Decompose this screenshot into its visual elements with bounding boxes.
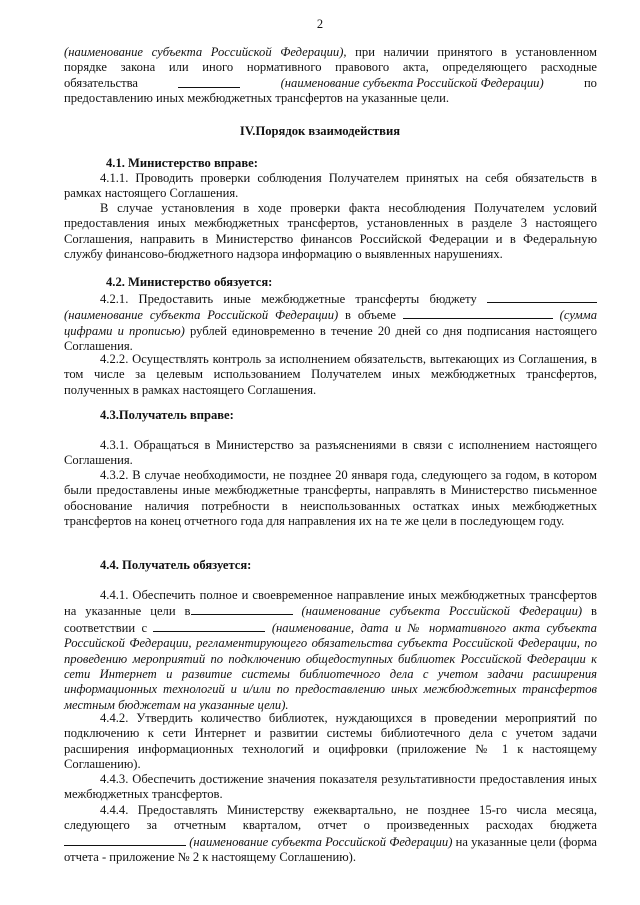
blank-field <box>487 291 597 303</box>
section-4-2-title: 4.2. Министерство обязуется: <box>106 275 273 289</box>
intro-line-4: предоставлению иных межбюджетных трансфертов на указанные цели. <box>64 91 450 106</box>
section-4-1-title: 4.1. Министерство вправе: <box>106 156 258 170</box>
intro-paragraph: (наименование субъекта Российской Федерации), при наличии принятого в установленном порядке закона или иного нормативного правового акта, определяющего расходные обязательства (наименование субъекта Российской Федерации) по предоставлению иных межбюджетных трансфертов на указанные цели. <box>64 45 597 106</box>
blank-field <box>64 834 186 846</box>
para-4-3-1: 4.3.1. Обращаться в Министерство за разъяснениями в связи с исполнением настоящего Соглашения. <box>64 438 597 468</box>
para-4-4-2: 4.4.2. Утвердить количество библиотек, нуждающихся в проведении мероприятий по подключению к сети Интернет и развитии системы библиотечного дела с учетом задачи расширения информационных технологий и оцифровки (приложение № 1 к настоящему Соглашению). <box>64 711 597 772</box>
section-4-4-title: 4.4. Получатель обязуется: <box>100 558 252 572</box>
para-4-2-1: 4.2.1. Предоставить иные межбюджетные трансферты бюджету (наименование субъекта Российской Федерации) в объеме (сумма цифрами и прописью) рублей единовременно в течение 20 дней со дня подписания настоящего Соглашения. <box>64 292 597 354</box>
section-title: IV.Порядок взаимодействия <box>239 124 401 138</box>
para-4-1-1: 4.1.1. Проводить проверки соблюдения Получателем принятых на себя обязательств в рамках настоящего Соглашения. <box>64 171 597 201</box>
intro-subject-name: (наименование субъекта Российской Федерации), <box>64 45 347 59</box>
intro-subject-name-2: (наименование субъекта Российской Федерации) <box>280 75 544 90</box>
para-4-4-3: 4.4.3. Обеспечить достижение значения показателя результативности предоставления иных межбюджетных трансфертов. <box>64 772 597 802</box>
section-4-3-title: 4.3.Получатель вправе: <box>100 408 234 422</box>
para-4-4-1: 4.4.1. Обеспечить полное и своевременное направление иных межбюджетных трансфертов на указанные цели в (наименование субъекта Российской Федерации) в соответствии с (наименование, дата и № нормативного акта субъекта Российской Федерации, регламентирующего обязательства субъекта Российской Федерации, по проведению мероприятий по подключению общедоступных библиотек Российской Федерации к сети Интернет и развитие системы библиотечного дела с учетом задачи расширения информационных технологий и и/или по предоставлению иных межбюджетных трансфертов местным бюджетам на указанные цели). <box>64 588 597 712</box>
para-4-1-2: В случае установления в ходе проверки факта несоблюдения Получателем условий предоставления иных межбюджетных трансфертов, установленных в разделе 3 настоящего Соглашения, направить в Министерство финансов Российской Федерации и в Федеральную службу финансово-бюджетного надзора информацию о выявленных нарушениях. <box>64 201 597 262</box>
para-4-3-2: 4.3.2. В случае необходимости, не позднее 20 января года, следующего за годом, в котором были предоставлены иные межбюджетные трансферты, направлять в Министерство письменное обоснование наличия потребности в неиспользованных остатках иных межбюджетных трансфертов на конец отчетного года для направления их на те же цели в последующем году. <box>64 468 597 529</box>
blank-field <box>403 307 553 319</box>
page-number: 2 <box>316 17 324 31</box>
para-4-4-4: 4.4.4. Предоставлять Министерству ежеквартально, не позднее 15-го числа месяца, следующего за отчетным кварталом, отчет о произведенных расходах бюджета (наименование субъекта Российской Федерации) на указанные цели (форма отчета - приложение № 2 к настоящему Соглашению). <box>64 803 597 865</box>
para-4-2-2: 4.2.2. Осуществлять контроль за исполнением обязательств, вытекающих из Соглашения, в том числе за целевым использованием Получателем иных межбюджетных трансфертов, полученных в рамках настоящего Соглашения. <box>64 352 597 397</box>
blank-field <box>178 76 240 88</box>
blank-field <box>191 603 293 615</box>
blank-field <box>153 620 265 632</box>
intro-line-2: порядке закона или иного нормативного правового акта, определяющего расходные <box>64 60 597 75</box>
